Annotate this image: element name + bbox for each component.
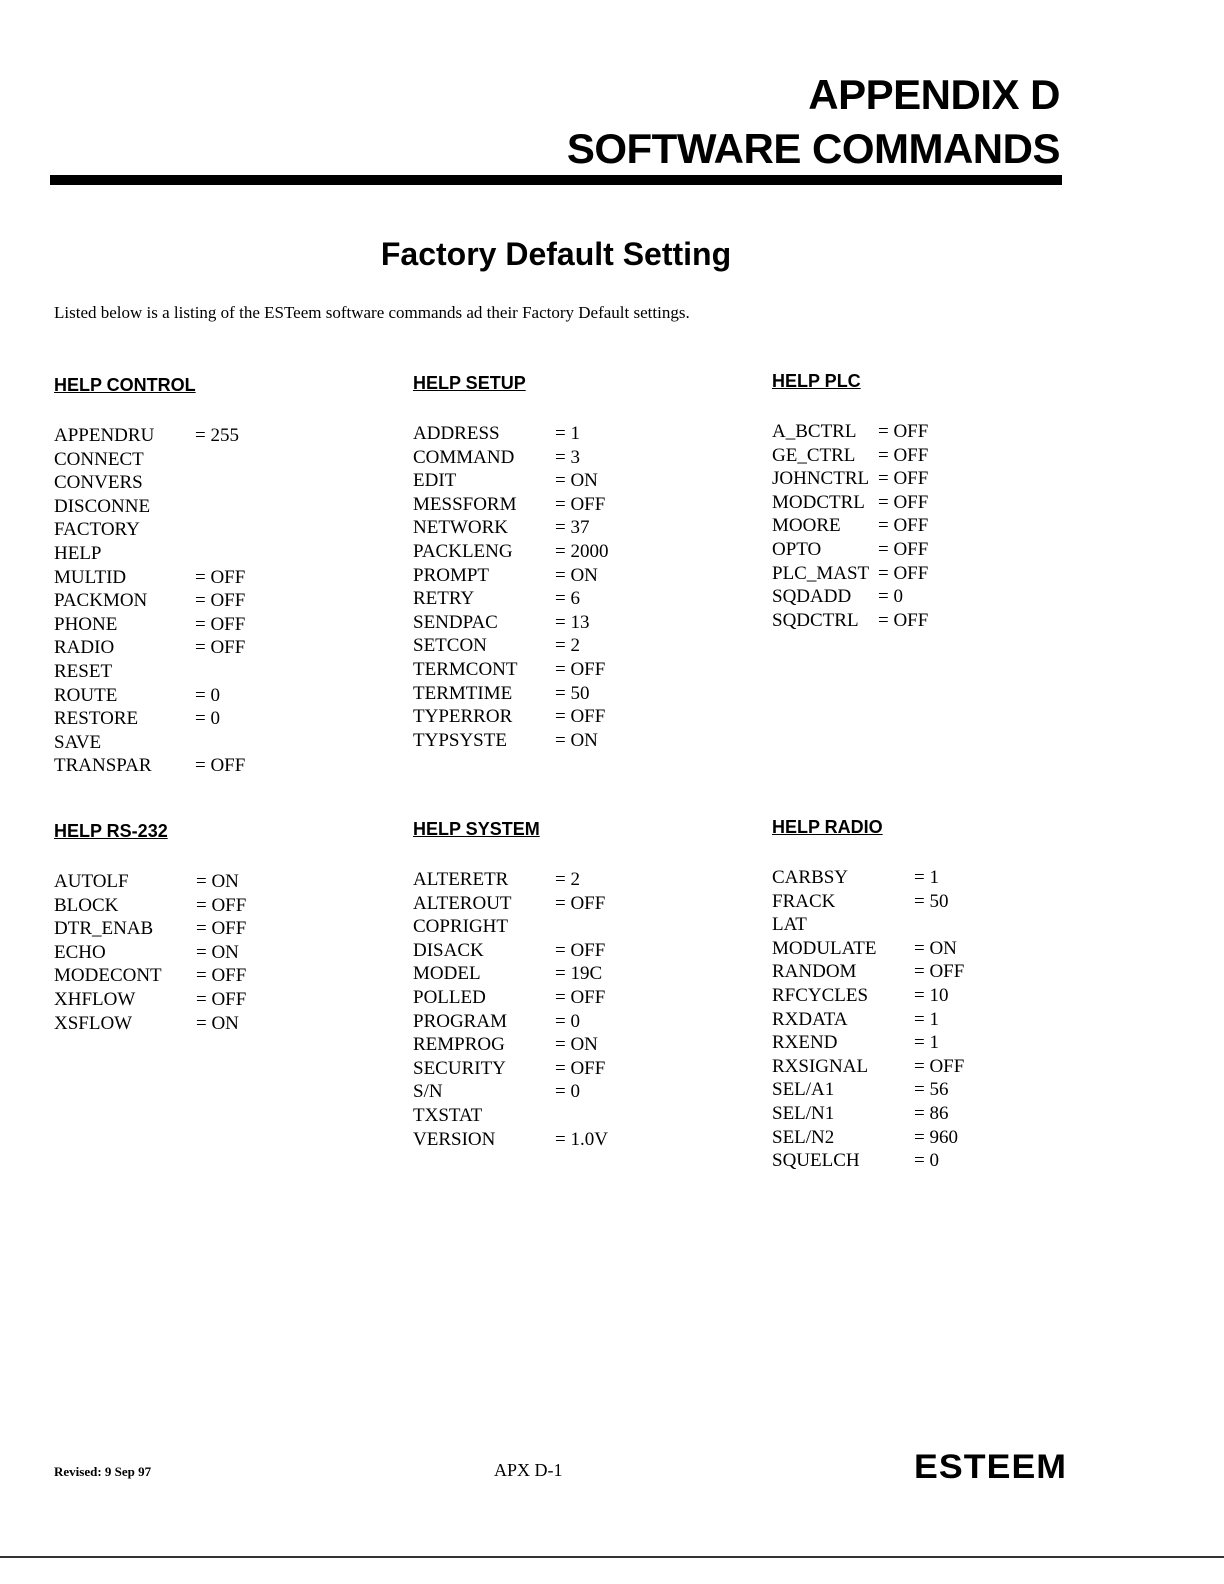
command-default-value: = 6 [555, 588, 580, 610]
command-row [413, 962, 603, 986]
command-row [413, 611, 590, 635]
command-row [54, 448, 196, 472]
command-row [772, 1126, 958, 1150]
command-name: FACTORY [54, 519, 140, 541]
command-name: XHFLOW [54, 988, 136, 1010]
command-default-value: = ON [914, 937, 957, 959]
revised-date: Revised: 9 Sep 97 [54, 1464, 152, 1479]
command-name: SQDCTRL [772, 609, 859, 631]
group-heading: HELP SYSTEM [413, 819, 540, 839]
group-help-control [54, 375, 246, 778]
command-row [54, 917, 247, 941]
command-row [772, 960, 965, 984]
command-row [413, 564, 598, 588]
command-name: MULTID [54, 566, 127, 588]
command-name: RESTORE [54, 708, 139, 730]
command-row [54, 613, 246, 637]
command-row [772, 1055, 965, 1079]
command-name: BLOCK [54, 894, 119, 916]
command-name: TRANSPAR [54, 755, 152, 777]
command-row [413, 915, 540, 939]
command-row [772, 1149, 939, 1173]
command-name: RETRY [413, 588, 475, 610]
command-row [413, 892, 606, 916]
command-name: S/N [413, 1081, 443, 1103]
command-list [413, 422, 609, 752]
command-name: DISCONNE [54, 495, 151, 517]
command-row [772, 866, 939, 890]
command-name: RXDATA [772, 1008, 848, 1030]
appendix-title: APPENDIX D [808, 71, 1060, 118]
command-name: XSFLOW [54, 1012, 133, 1034]
command-default-value: = OFF [555, 1057, 606, 1079]
group-heading: HELP SETUP [413, 373, 526, 393]
command-row [413, 493, 606, 517]
command-row [54, 894, 247, 918]
command-row [413, 705, 606, 729]
command-default-value: = 0 [914, 1150, 939, 1172]
command-default-value: = OFF [914, 961, 965, 983]
command-row [772, 1078, 949, 1102]
command-row [772, 491, 929, 515]
command-name: POLLED [413, 986, 486, 1008]
command-row [772, 467, 929, 491]
command-default-value: = 50 [555, 682, 590, 704]
command-name: VERSION [413, 1128, 496, 1150]
command-default-value: = 255 [195, 425, 239, 446]
command-default-value: = 0 [555, 1010, 580, 1032]
command-row [772, 890, 949, 914]
command-name: DISACK [413, 939, 484, 961]
command-default-value: = 1 [914, 1008, 939, 1030]
command-row [54, 870, 239, 894]
page-number: APX D-1 [494, 1460, 563, 1480]
group-heading: HELP CONTROL [54, 375, 196, 395]
group-help-plc [772, 371, 929, 632]
command-row [413, 1104, 540, 1128]
command-name: REMPROG [413, 1034, 505, 1056]
command-default-value: = OFF [196, 894, 247, 916]
group-heading: HELP RS-232 [54, 821, 168, 841]
command-row [54, 660, 196, 684]
command-row [413, 469, 598, 493]
command-default-value: = OFF [878, 444, 929, 466]
command-row [772, 420, 929, 444]
command-name: RADIO [54, 637, 115, 659]
command-row [772, 585, 903, 609]
command-name: CONVERS [54, 472, 143, 494]
command-name: RESET [54, 660, 113, 682]
command-name: TXSTAT [413, 1104, 483, 1126]
command-row [772, 1031, 939, 1055]
command-row [54, 707, 220, 731]
command-list [54, 870, 247, 1035]
command-default-value: = OFF [878, 491, 929, 513]
command-name: PROMPT [413, 564, 490, 586]
command-row [413, 1033, 598, 1057]
command-name: MODCTRL [772, 491, 865, 513]
command-default-value: = OFF [878, 538, 929, 560]
command-default-value: = OFF [555, 493, 606, 515]
command-name: TERMCONT [413, 658, 518, 680]
command-row [772, 937, 957, 961]
command-row [413, 868, 580, 892]
command-name: HELP [54, 542, 102, 564]
command-name: A_BCTRL [772, 421, 857, 442]
command-name: ADDRESS [413, 423, 500, 444]
command-default-value: = OFF [878, 515, 929, 537]
command-default-value: = 1 [555, 423, 580, 444]
command-name: MESSFORM [413, 493, 517, 515]
command-default-value: = ON [555, 729, 598, 751]
command-row [54, 731, 196, 755]
command-row [54, 684, 220, 708]
command-row [54, 636, 246, 660]
command-name: SECURITY [413, 1057, 506, 1079]
command-default-value: = OFF [555, 706, 606, 728]
group-heading: HELP RADIO [772, 817, 883, 837]
command-default-value: = ON [555, 470, 598, 492]
command-name: SEL/A1 [772, 1079, 835, 1101]
command-row [413, 939, 606, 963]
command-row [772, 609, 929, 633]
command-default-value: = 86 [914, 1102, 949, 1124]
command-name: PROGRAM [413, 1010, 507, 1032]
command-default-value: = ON [196, 1012, 239, 1034]
command-default-value: = OFF [878, 421, 929, 442]
command-row [54, 589, 246, 613]
command-name: RANDOM [772, 961, 857, 983]
command-default-value: = OFF [914, 1055, 965, 1077]
command-row [413, 587, 580, 611]
command-default-value: = 2 [555, 869, 580, 890]
command-name: LAT [772, 914, 807, 936]
command-row [54, 566, 246, 590]
command-name: NETWORK [413, 517, 508, 539]
command-default-value: = OFF [195, 613, 246, 635]
command-name: MODULATE [772, 937, 877, 959]
command-default-value: = ON [555, 564, 598, 586]
command-row [772, 562, 929, 586]
command-name: SEL/N2 [772, 1126, 835, 1148]
command-row [772, 514, 929, 538]
command-default-value: = 2 [555, 635, 580, 657]
command-name: EDIT [413, 470, 457, 492]
command-row [413, 446, 580, 470]
command-row [54, 542, 196, 566]
command-name: DTR_ENAB [54, 918, 154, 940]
command-list [54, 424, 246, 778]
command-row [413, 634, 580, 658]
command-name: APPENDRU [54, 425, 155, 446]
command-name: SEL/N1 [772, 1102, 835, 1124]
command-row [413, 422, 580, 446]
command-default-value: = 1 [914, 1032, 939, 1054]
command-name: MOORE [772, 515, 841, 537]
command-row [772, 1102, 949, 1126]
command-name: SAVE [54, 731, 102, 753]
command-row [772, 538, 929, 562]
command-row [413, 986, 606, 1010]
command-row [413, 729, 598, 753]
command-name: SETCON [413, 635, 487, 657]
command-default-value: = 50 [914, 890, 949, 912]
command-name: SQDADD [772, 586, 852, 608]
command-row [413, 658, 606, 682]
command-default-value: = ON [196, 871, 239, 892]
group-help-system [413, 819, 608, 1151]
command-default-value: = OFF [555, 986, 606, 1008]
command-row [54, 964, 247, 988]
command-name: COPRIGHT [413, 916, 509, 938]
command-row [772, 913, 883, 937]
command-row [54, 941, 239, 965]
command-row [413, 1057, 606, 1081]
command-default-value: = 19C [555, 963, 603, 985]
command-name: ECHO [54, 941, 106, 963]
command-name: PACKLENG [413, 540, 513, 562]
section-title: Factory Default Setting [380, 236, 732, 272]
command-row [54, 518, 196, 542]
command-row [413, 1128, 608, 1152]
command-default-value: = 0 [195, 684, 220, 706]
command-name: PACKMON [54, 590, 148, 612]
command-list [413, 868, 608, 1151]
command-name: PLC_MAST [772, 562, 870, 584]
command-default-value: = OFF [196, 918, 247, 940]
intro-text: Listed below is a listing of the ESTeem software commands ad their Factory Default settings. [54, 303, 690, 322]
command-default-value: = 3 [555, 446, 580, 468]
command-name: TYPERROR [413, 706, 513, 728]
command-default-value: = OFF [195, 755, 246, 777]
esteem-logo: ESTEEM [914, 1448, 1068, 1486]
command-default-value: = ON [555, 1034, 598, 1056]
command-row [54, 495, 196, 519]
command-name: OPTO [772, 538, 822, 560]
command-name: RFCYCLES [772, 984, 869, 1006]
command-default-value: = OFF [195, 637, 246, 659]
command-default-value: = 0 [878, 586, 903, 608]
command-list [772, 420, 929, 632]
command-name: GE_CTRL [772, 444, 856, 466]
command-row [413, 1080, 580, 1104]
command-name: RXSIGNAL [772, 1055, 869, 1077]
command-row [54, 754, 246, 778]
group-help-radio [772, 817, 965, 1173]
command-default-value: = OFF [878, 468, 929, 490]
command-name: RXEND [772, 1032, 838, 1054]
appendix-subtitle: SOFTWARE COMMANDS [566, 125, 1060, 172]
command-name: FRACK [772, 890, 836, 912]
command-list [772, 866, 965, 1173]
command-name: CARBSY [772, 867, 849, 888]
command-name: PHONE [54, 613, 118, 635]
command-default-value: = 0 [195, 708, 220, 730]
command-name: TYPSYSTE [413, 729, 507, 751]
command-row [413, 682, 590, 706]
command-name: AUTOLF [54, 871, 129, 892]
command-name: SENDPAC [413, 611, 498, 633]
command-default-value: = OFF [555, 658, 606, 680]
command-row [772, 1008, 939, 1032]
command-row [772, 984, 949, 1008]
group-heading: HELP PLC [772, 371, 861, 391]
command-default-value: = OFF [195, 590, 246, 612]
command-name: SQUELCH [772, 1150, 860, 1172]
command-default-value: = OFF [196, 965, 247, 987]
command-name: ALTERETR [413, 869, 509, 890]
command-default-value: = 10 [914, 984, 949, 1006]
command-default-value: = OFF [555, 939, 606, 961]
command-name: MODECONT [54, 965, 162, 987]
header-rule [50, 175, 1062, 185]
command-default-value: = 37 [555, 517, 590, 539]
command-row [413, 540, 609, 564]
command-name: ROUTE [54, 684, 118, 706]
command-default-value: = 56 [914, 1079, 949, 1101]
command-row [54, 471, 196, 495]
command-row [413, 1010, 580, 1034]
command-default-value: = OFF [196, 988, 247, 1010]
command-default-value: = 1.0V [555, 1128, 608, 1150]
command-row [54, 988, 247, 1012]
command-default-value: = 960 [914, 1126, 958, 1148]
command-default-value: = OFF [555, 892, 606, 914]
command-default-value: = OFF [878, 562, 929, 584]
command-default-value: = 0 [555, 1081, 580, 1103]
group-help-setup [413, 373, 609, 752]
command-name: JOHNCTRL [772, 468, 870, 490]
command-name: MODEL [413, 963, 481, 985]
command-row [413, 516, 590, 540]
command-default-value: = 2000 [555, 540, 609, 562]
command-name: COMMAND [413, 446, 515, 468]
bottom-rule [0, 1556, 1224, 1558]
command-row [772, 444, 929, 468]
command-default-value: = OFF [878, 609, 929, 631]
command-default-value: = 13 [555, 611, 590, 633]
command-row [54, 1012, 239, 1036]
command-default-value: = ON [196, 941, 239, 963]
group-help-rs232 [54, 821, 247, 1035]
command-name: CONNECT [54, 448, 144, 470]
command-default-value: = 1 [914, 867, 939, 888]
command-name: ALTEROUT [413, 892, 512, 914]
command-row [54, 424, 239, 448]
command-name: TERMTIME [413, 682, 513, 704]
command-default-value: = OFF [195, 566, 246, 588]
